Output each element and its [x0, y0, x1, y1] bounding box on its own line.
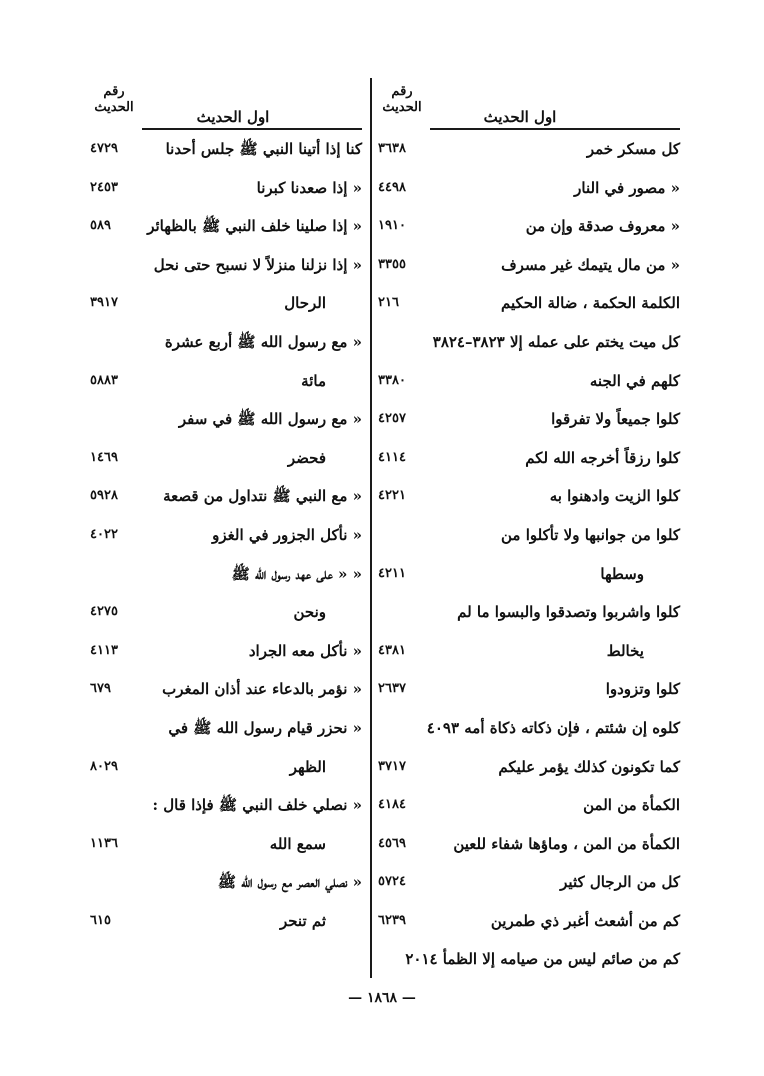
hadith-opening-text: « « على عهد رسول الله ﷺ: [231, 564, 362, 583]
hadith-number: ٤١١٤: [378, 449, 406, 465]
right-header-title: اول الحديث: [483, 108, 557, 126]
index-entry: [90, 400, 362, 439]
hadith-number: ٤١١٣: [90, 642, 118, 658]
index-entry: [378, 825, 680, 864]
hadith-opening-text: كلوا وتزودوا: [605, 680, 680, 699]
index-entry: [378, 284, 680, 323]
hadith-number: ٤٢٧٥: [90, 604, 118, 620]
index-entry: [378, 439, 680, 478]
hadith-number: ٨٠٢٩: [90, 758, 118, 774]
hadith-opening-text: فحضر: [287, 448, 326, 467]
index-entry: [90, 246, 362, 285]
hadith-opening-text: كل مسكر خمر: [586, 140, 680, 158]
hadith-opening-text: كلوه إن شئتم ، فإن ذكاته ذكاة أمه ٤٠٩٣: [426, 718, 680, 737]
hadith-opening-text: يخالط: [606, 641, 644, 660]
right-column: [378, 78, 680, 979]
hadith-opening-text: ونحن: [293, 603, 326, 622]
index-entry: [90, 439, 362, 478]
hadith-number: ٦١٥: [90, 912, 111, 928]
index-entry: [90, 555, 362, 594]
index-entry: [90, 130, 362, 169]
hadith-opening-text: كلهم في الجنه: [589, 371, 680, 390]
column-divider: [370, 78, 372, 978]
hadith-opening-text: « مصور في النار: [574, 178, 680, 197]
left-column-rows: [90, 130, 362, 940]
hadith-number: ٥٩٢٨: [90, 488, 118, 504]
hadith-number: ٤٢٢١: [378, 488, 406, 504]
right-column-rows: [378, 130, 680, 979]
hadith-opening-text: « نصلي خلف النبي ﷺ فإذا قال :: [152, 796, 362, 815]
index-entry: [90, 362, 362, 401]
hadith-number: ٣٣٥٥: [378, 256, 406, 272]
hadith-opening-text: « نأكل الجزور في الغزو: [212, 525, 362, 544]
right-column-header: [378, 78, 680, 130]
hadith-number: ٥٧٢٤: [378, 874, 406, 890]
index-entry: [378, 902, 680, 941]
hadith-opening-text: « نحزر قيام رسول الله ﷺ في: [168, 718, 362, 737]
hadith-opening-text: « إذا صعدنا كبرنا: [256, 178, 362, 197]
index-entry: [90, 825, 362, 864]
hadith-number: ٣٣٨٠: [378, 372, 406, 388]
hadith-number: ٥٨٩: [90, 218, 111, 234]
index-entry: [378, 748, 680, 787]
hadith-opening-text: « مع رسول الله ﷺ أربع عشرة: [164, 332, 362, 351]
hadith-opening-text: « إذا نزلنا منزلاً لا نسبح حتى نحل: [153, 255, 362, 274]
hadith-number: ٣٦٣٨: [378, 141, 406, 156]
hadith-opening-text: « نؤمر بالدعاء عند أذان المغرب: [162, 680, 362, 699]
hadith-opening-text: « من مال يتيمك غير مسرف: [501, 255, 680, 274]
index-entry: [378, 786, 680, 825]
index-entry: [90, 516, 362, 555]
hadith-number: ١١٣٦: [90, 835, 118, 851]
hadith-number: ٢١٦: [378, 295, 399, 311]
index-entry: [378, 632, 680, 671]
hadith-opening-text: كما تكونون كذلك يؤمر عليكم: [498, 757, 680, 776]
left-column-header: [90, 78, 362, 130]
hadith-number: ٤٠٢٢: [90, 526, 118, 542]
left-column: [90, 78, 362, 940]
hadith-opening-text: « نأكل معه الجراد: [248, 641, 362, 660]
hadith-number: ٣٧١٧: [378, 758, 406, 774]
index-entry: [90, 863, 362, 902]
hadith-number: ٢٤٥٣: [90, 179, 118, 195]
hadith-opening-text: كلوا الزيت وادهنوا به: [549, 487, 680, 506]
hadith-opening-text: الكمأة من المن: [583, 796, 680, 815]
hadith-opening-text: الكلمة الحكمة ، ضالة الحكيم: [501, 294, 680, 313]
index-entry: [378, 130, 680, 169]
hadith-opening-text: « معروف صدقة وإن من: [525, 217, 680, 236]
hadith-number: ٦٧٩: [90, 681, 111, 697]
index-entry: [90, 748, 362, 787]
page-number: — ١٨٦٨ —: [348, 990, 416, 1006]
index-entry: [378, 246, 680, 285]
index-entry: [90, 323, 362, 362]
index-entry: [90, 632, 362, 671]
left-header-number-label: رقم الحديث: [94, 84, 134, 115]
index-entry: [378, 516, 680, 555]
index-entry: [90, 709, 362, 748]
index-entry: [378, 323, 680, 362]
hadith-opening-text: كلوا من جوانبها ولا تأكلوا من: [501, 525, 680, 544]
hadith-opening-text: كل من الرجال كثير: [560, 873, 680, 892]
index-entry: [90, 670, 362, 709]
hadith-opening-text: الرحال: [284, 294, 326, 313]
hadith-opening-text: كم من أشعث أغبر ذي طمرين: [490, 911, 680, 930]
index-entry: [90, 284, 362, 323]
hadith-opening-text: « إذا صلينا خلف النبي ﷺ بالظهائر: [147, 217, 362, 236]
hadith-number: ٤٣٨١: [378, 642, 406, 658]
index-entry: [378, 593, 680, 632]
hadith-number: ٤٤٩٨: [378, 179, 406, 195]
hadith-opening-text: « مع النبي ﷺ نتداول من قصعة: [163, 487, 362, 506]
right-header-number-label: رقم الحديث: [382, 84, 422, 115]
left-header-title: اول الحديث: [196, 108, 270, 126]
index-entry: [378, 207, 680, 246]
index-entry: [90, 477, 362, 516]
index-entry: [90, 786, 362, 825]
hadith-opening-text: كلوا واشربوا وتصدقوا والبسوا ما لم: [457, 603, 680, 622]
index-entry: [378, 400, 680, 439]
hadith-number: ٢٦٣٧: [378, 681, 406, 697]
hadith-opening-text: الظهر: [289, 757, 326, 776]
hadith-opening-text: كلوا جميعاً ولا تفرقوا: [551, 410, 680, 429]
hadith-opening-text: وسطها: [600, 564, 644, 583]
index-entry: [378, 863, 680, 902]
hadith-number: ١٩١٠: [378, 218, 406, 234]
hadith-opening-text: ثم تنحر: [279, 911, 326, 930]
index-entry: [378, 709, 680, 748]
hadith-opening-text: كلوا رزقاً أخرجه الله لكم: [525, 448, 680, 467]
index-entry: [90, 902, 362, 941]
hadith-number: ٤١٨٤: [378, 797, 406, 813]
index-entry: [378, 362, 680, 401]
hadith-opening-text: كم من صائم ليس من صيامه إلا الظمأ ٢٠١٤: [405, 950, 680, 969]
hadith-number: ٤٢٥٧: [378, 411, 406, 427]
index-entry: [90, 169, 362, 208]
hadith-number: ٤٢١١: [378, 565, 406, 581]
index-entry: [378, 169, 680, 208]
hadith-opening-text: كل ميت يختم على عمله إلا ٣٨٢٣–٣٨٢٤: [432, 332, 680, 351]
hadith-opening-text: « نصلي العصر مع رسول الله ﷺ: [217, 873, 362, 892]
index-entry: [378, 670, 680, 709]
hadith-number: ٦٢٣٩: [378, 912, 406, 928]
hadith-opening-text: الكمأة من المن ، وماؤها شفاء للعين: [453, 834, 680, 853]
hadith-number: ٤٥٦٩: [378, 835, 406, 851]
hadith-number: ٥٨٨٣: [90, 372, 118, 388]
index-entry: [378, 940, 680, 979]
hadith-number: ٤٧٢٩: [90, 141, 118, 156]
hadith-opening-text: سمع الله: [269, 834, 326, 853]
hadith-number: ٣٩١٧: [90, 295, 118, 311]
hadith-opening-text: « مع رسول الله ﷺ في سفر: [178, 410, 362, 429]
index-entry: [378, 477, 680, 516]
index-entry: [378, 555, 680, 594]
hadith-number: ١٤٦٩: [90, 449, 118, 465]
index-entry: [90, 593, 362, 632]
index-entry: [90, 207, 362, 246]
hadith-opening-text: كنا إذا أتينا النبي ﷺ جلس أحدنا: [165, 140, 362, 158]
hadith-opening-text: مائة: [301, 371, 326, 390]
